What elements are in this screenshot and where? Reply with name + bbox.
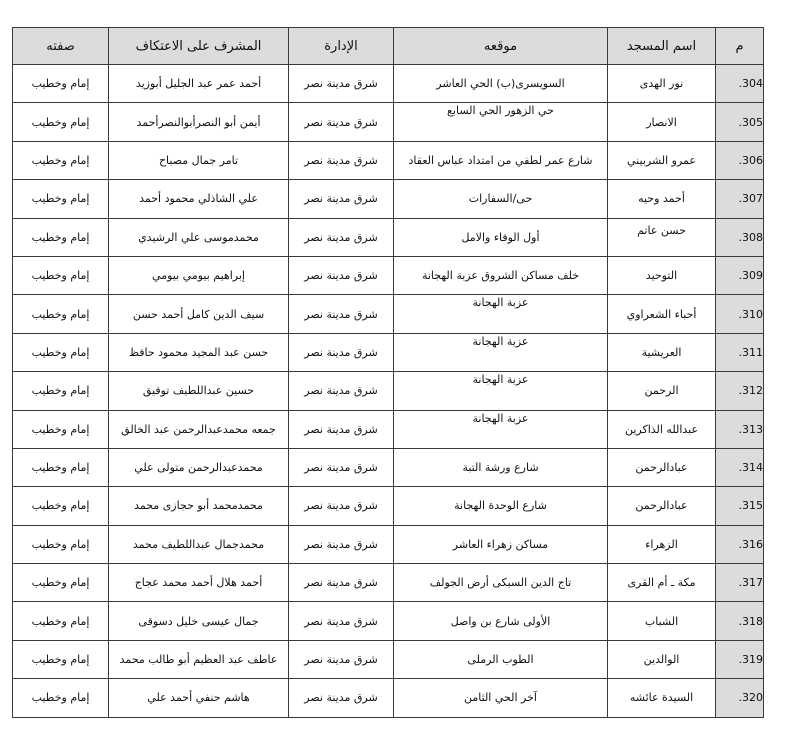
role-cell: إمام وخطيب [13,103,109,141]
mosque-name-cell: الشباب [608,602,716,640]
mosque-name-cell: عبدالله الذاكرين [608,410,716,448]
row-number-cell: .320 [716,679,764,717]
table-row [13,679,764,717]
role-cell: إمام وخطيب [13,141,109,179]
table-row [13,256,764,294]
mosques-table [12,27,764,718]
supervisor-cell: محمدجمال عبداللطيف محمد [109,525,289,563]
row-number-cell: .309 [716,256,764,294]
admin-cell: شرق مدينة نصر [289,180,394,218]
location-cell: آخر الحي الثامن [394,679,608,717]
table-row [13,333,764,371]
table-row [13,218,764,256]
role-cell: إمام وخطيب [13,295,109,333]
table-row [13,640,764,678]
row-number-cell: .304 [716,65,764,103]
supervisor-cell: علي الشاذلي محمود أحمد [109,180,289,218]
supervisor-cell: سيف الدين كامل أحمد حسن [109,295,289,333]
admin-cell: شرق مدينة نصر [289,487,394,525]
role-cell: إمام وخطيب [13,218,109,256]
supervisor-cell: محمدعبدالرحمن متولى علي [109,448,289,486]
admin-cell: شرق مدينة نصر [289,448,394,486]
location-cell: الطوب الرملى [394,640,608,678]
role-cell: إمام وخطيب [13,410,109,448]
admin-cell: شرق مدينة نصر [289,295,394,333]
mosque-name-cell: الزهراء [608,525,716,563]
header-location: موقعه [394,28,608,65]
mosque-name-cell: التوحيد [608,256,716,294]
mosque-name-cell: نور الهدى [608,65,716,103]
location-cell: عزبة الهجانة [394,295,608,333]
location-cell: عزبة الهجانة [394,333,608,371]
mosque-name-cell: السيدة عائشه [608,679,716,717]
mosque-name-cell: عبادالرحمن [608,448,716,486]
table-row [13,487,764,525]
admin-cell: شرق مدينة نصر [289,103,394,141]
location-cell: شارع عمر لطفي من امتداد عباس العقاد [394,141,608,179]
location-cell: تاج الدين السبكى أرض الجولف [394,564,608,602]
admin-cell: شرق مدينة نصر [289,256,394,294]
table-row [13,602,764,640]
admin-cell: شرق مدينة نصر [289,640,394,678]
admin-cell: شرق مدينة نصر [289,65,394,103]
role-cell: إمام وخطيب [13,180,109,218]
role-cell: إمام وخطيب [13,333,109,371]
admin-cell: شرق مدينة نصر [289,525,394,563]
mosque-name-cell: الرحمن [608,372,716,410]
mosque-name-cell: حسن عاتم [608,218,716,256]
supervisor-cell: محمدموسى علي الرشيدي [109,218,289,256]
supervisor-cell: حسن عبد المجيد محمود حافظ [109,333,289,371]
header-admin: الإدارة [289,28,394,65]
supervisor-cell: جمال عيسى خليل دسوقى [109,602,289,640]
mosque-name-cell: عبادالرحمن [608,487,716,525]
role-cell: إمام وخطيب [13,372,109,410]
table-row [13,103,764,141]
table-body [13,65,764,718]
supervisor-cell: أحمد عمر عبد الجليل أبوزيد [109,65,289,103]
admin-cell: شرق مدينة نصر [289,218,394,256]
supervisor-cell: إبراهيم بيومي بيومي [109,256,289,294]
supervisor-cell: جمعه محمدعبدالرحمن عبد الخالق [109,410,289,448]
role-cell: إمام وخطيب [13,525,109,563]
supervisor-cell: هاشم حنفي أحمد علي [109,679,289,717]
location-cell: مساكن زهراء العاشر [394,525,608,563]
supervisor-cell: حسين عبداللطيف توفيق [109,372,289,410]
location-cell: الأولى شارع بن واصل [394,602,608,640]
table-row [13,180,764,218]
mosque-name-cell: العريشية [608,333,716,371]
mosque-name-cell: الانصار [608,103,716,141]
location-cell: شارع ورشة التبة [394,448,608,486]
header-mosque: اسم المسجد [608,28,716,65]
row-number-cell: .306 [716,141,764,179]
row-number-cell: .316 [716,525,764,563]
role-cell: إمام وخطيب [13,256,109,294]
role-cell: إمام وخطيب [13,487,109,525]
table-row [13,65,764,103]
row-number-cell: .305 [716,103,764,141]
row-number-cell: .308 [716,218,764,256]
row-number-cell: .314 [716,448,764,486]
row-number-cell: .307 [716,180,764,218]
role-cell: إمام وخطيب [13,65,109,103]
row-number-cell: .312 [716,372,764,410]
row-number-cell: .319 [716,640,764,678]
location-cell: حى/السفارات [394,180,608,218]
admin-cell: شرق مدينة نصر [289,333,394,371]
row-number-cell: .311 [716,333,764,371]
mosque-name-cell: أحمد وحيه [608,180,716,218]
table-row [13,525,764,563]
row-number-cell: .317 [716,564,764,602]
admin-cell: شرق مدينة نصر [289,372,394,410]
header-num: م [716,28,764,65]
location-cell: خلف مساكن الشروق عزبة الهجانة [394,256,608,294]
admin-cell: شرق مدينة نصر [289,141,394,179]
supervisor-cell: عاطف عبد العظيم أبو طالب محمد [109,640,289,678]
header-supervisor: المشرف على الاعتكاف [109,28,289,65]
table-row [13,295,764,333]
location-cell: أول الوفاء والامل [394,218,608,256]
mosque-name-cell: عمرو الشربيني [608,141,716,179]
role-cell: إمام وخطيب [13,640,109,678]
row-number-cell: .310 [716,295,764,333]
admin-cell: شرق مدينة نصر [289,410,394,448]
table-row [13,372,764,410]
role-cell: إمام وخطيب [13,679,109,717]
location-cell: شارع الوحدة الهجانة [394,487,608,525]
supervisor-cell: تامر جمال مصباح [109,141,289,179]
admin-cell: شرق مدينة نصر [289,679,394,717]
role-cell: إمام وخطيب [13,602,109,640]
mosque-name-cell: مكة ـ أم القرى [608,564,716,602]
location-cell: حي الزهور الحي السابع [394,103,608,141]
supervisor-cell: أحمد هلال أحمد محمد عجاج [109,564,289,602]
role-cell: إمام وخطيب [13,564,109,602]
row-number-cell: .318 [716,602,764,640]
location-cell: السويسرى(ب) الحي العاشر [394,65,608,103]
supervisor-cell: أيمن أبو النصرأبوالنصرأحمد [109,103,289,141]
admin-cell: شرق مدينة نصر [289,564,394,602]
role-cell: إمام وخطيب [13,448,109,486]
table-row [13,448,764,486]
mosque-name-cell: أحباء الشعراوي [608,295,716,333]
mosque-name-cell: الوالدين [608,640,716,678]
table-row [13,410,764,448]
header-role: صفته [13,28,109,65]
supervisor-cell: محمدمحمد أبو حجازى محمد [109,487,289,525]
table-row [13,141,764,179]
admin-cell: شرق مدينة نصر [289,602,394,640]
row-number-cell: .315 [716,487,764,525]
table-row [13,564,764,602]
location-cell: عزبة الهجانة [394,410,608,448]
location-cell: عزبة الهجانة [394,372,608,410]
row-number-cell: .313 [716,410,764,448]
header-row [13,28,764,65]
